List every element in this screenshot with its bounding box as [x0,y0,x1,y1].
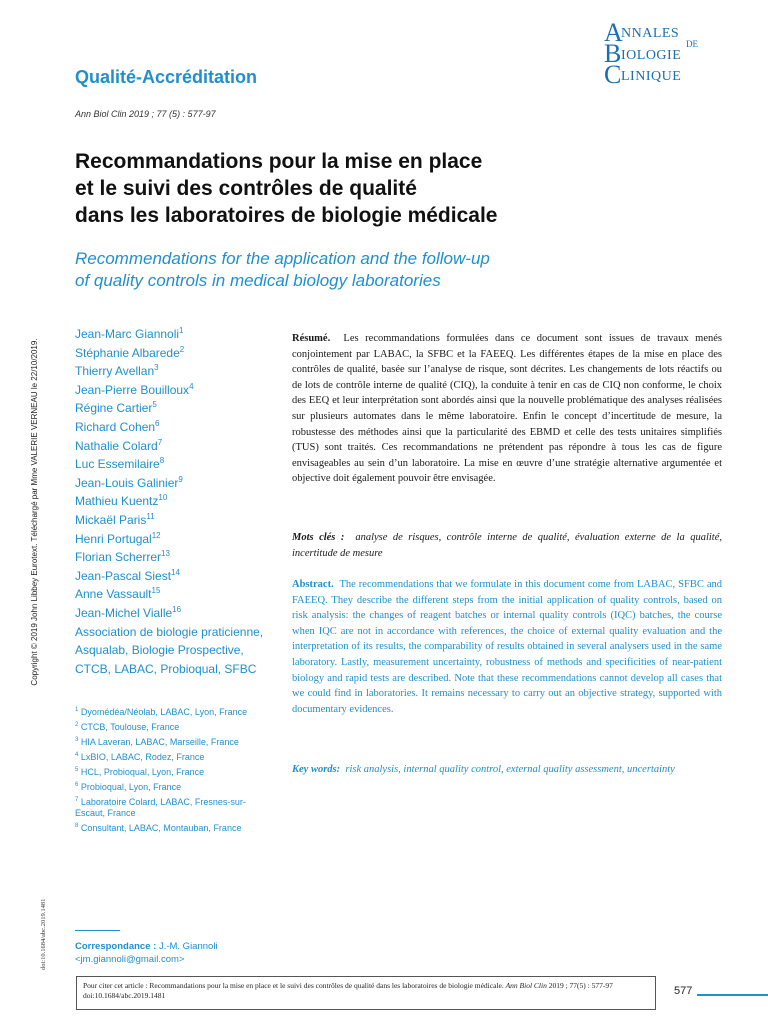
author: Luc Essemilaire$^8$ [75,456,165,472]
journal-logo: A NNALES DE B IOLOGIE C LINIQUE [604,18,698,89]
affiliation: $^6$ Probioqual, Lyon, France [75,782,182,792]
key-words-label: Key words: [292,764,341,775]
correspondence [75,940,218,966]
affiliation: $^4$ LxBIO, LABAC, Rodez, France [75,752,205,762]
author: Jean-Michel Vialle$^{16}$ [75,604,182,620]
doi-text: doi:10.1684/abc.2019.1481 [40,898,47,970]
author-group: Association de biologie praticienne, Asqualab, Biologie Prospective, CTCB, LABAC, Probioqual, SFBC [75,624,264,676]
citation-journal: Ann Biol Clin [505,981,547,990]
author: Mathieu Kuentz$^{10}$ [75,493,168,509]
affiliation: $^2$ CTCB, Toulouse, France [75,722,180,732]
key-words [292,762,722,778]
mots-cles-text: analyse de risques, contrôle interne de qualité, évaluation externe de la qualité, incertitude de mesure [292,532,722,559]
title-line: dans les laboratoires de biologie médicale [75,204,498,227]
citation-text: Pour citer cet article : Recommandations pour la mise en place et le suivi des contrôles de qualité dans les laboratoires de biologie médicale. [83,981,504,990]
author: Jean-Louis Galinier$^9$ [75,474,183,490]
author: Thierry Avellan$^3$ [75,363,159,379]
correspondence-label: Correspondance : [75,941,157,952]
affiliation: $^3$ HIA Laveran, LABAC, Marseille, France [75,737,239,747]
resume-label: Résumé. [292,333,331,344]
author: Jean-Pierre Bouilloux$^4$ [75,381,194,397]
author: Richard Cohen$^6$ [75,418,160,434]
journal-citation: Ann Biol Clin 2019 ; 77 (5) : 577-97 [75,109,216,119]
section-heading: Qualité-Accréditation [75,67,258,87]
affiliation: $^8$ Consultant, LABAC, Montauban, France [75,823,242,833]
copyright-text: Copyright © 2019 John Libbey Eurotext. Téléchargé par Mme VALERIE VERNEAU le 22/10/2019. [30,338,39,686]
affiliation: $^5$ HCL, Probioqual, Lyon, France [75,767,205,777]
citation-box [76,976,656,1010]
page-number-rule [697,994,768,996]
affiliation: $^1$ Dyomédéa/Néolab, LABAC, Lyon, France [75,707,248,717]
resume-text: Les recommandations formulées dans ce document sont issues de travaux menés conjointement par LABAC, la SFBC et la FAEEQ. Les différentes étapes de la mise en place des contrôles de qualité, basée sur l’analyse de risque, sont décrites. Les changements de lots réactifs ou de lots de contrôle interne de qualité (CIQ), la conduite à tenir en cas de CIQ non conforme, le choix des EEQ et leur interprétation sont abordés ainsi que la nouvelle problématique des analyses réalisées sur plusieurs automates dans le même laboratoire. Enfin le concept d’incertitude de mesure, la robustesse des méthodes ainsi que la particularité des EBMD et celle des tests unitaires simplifiés (TUS) sont traités. Ces recommandations ne prétendent pas répondre à tous les cas de figure envisageables au sein d’un laboratoire. La mise en œuvre d’une stratégie alternative argumentée et objective doit également pouvoir être envisagée. [292,333,722,485]
author: Régine Cartier$^5$ [75,400,157,416]
author-list [75,325,265,678]
author: Anne Vassault$^{15}$ [75,586,161,602]
author: Stéphanie Albarede$^2$ [75,344,185,360]
correspondence-email[interactable]: <jm.giannoli@gmail.com> [75,954,185,965]
article-title [75,148,635,229]
citation-ref: 2019 ; 77(5) : 577-97 doi:10.1684/abc.2019.1481 [83,981,613,1000]
resume-paragraph [292,331,722,487]
article-subtitle [75,248,635,292]
abstract-paragraph [292,577,722,717]
author: Nathalie Colard$^7$ [75,437,163,453]
author: Jean-Marc Giannoli$^1$ [75,326,184,341]
correspondence-name: J.-M. Giannoli [158,941,218,952]
key-words-text: risk analysis, internal quality control, external quality assessment, uncertainty [345,764,675,775]
author: Jean-Pascal Siest$^{14}$ [75,567,180,583]
title-line: Recommandations pour la mise en place [75,150,483,173]
doi-sidebar [40,880,52,970]
author: Mickaël Paris$^{11}$ [75,511,155,527]
subtitle-line: of quality controls in medical biology laboratories [75,271,441,290]
affiliation-list [75,707,275,838]
title-line: et le suivi des contrôles de qualité [75,177,417,200]
author: Florian Scherrer$^{13}$ [75,549,170,565]
abstract-text: The recommendations that we formulate in this document come from LABAC, SFBC and FAEEQ. They describe the different steps from the initial application of quality controls, based on risk analysis: the changes of reagent batches or internal quality controls (IQC) batches, the course when IQC are not in accordance with references, the choice of external quality evaluation and the interpretation of its results, the comparability of results obtained in several analysers used in the same laboratory. Lastly, measurement uncertainty, robustness of methods and specificities of near-patient biology and rapid tests are described. Note that these recommendations cannot develop all cases that we could find in laboratories. It remains necessary to carry out an objective strategy, supported with documentary evidences. [292,579,722,715]
correspondence-divider [75,930,120,931]
mots-cles-label: Mots clés : [292,532,345,543]
page-number: 577 [674,985,693,997]
abstract-label: Abstract. [292,579,334,590]
mots-cles [292,530,722,561]
copyright-sidebar [28,302,44,722]
subtitle-line: Recommendations for the application and the follow-up [75,249,490,268]
author: Henri Portugal$^{12}$ [75,530,161,546]
affiliation: $^7$ Laboratoire Colard, LABAC, Fresnes-sur-Escaut, France [75,797,246,818]
